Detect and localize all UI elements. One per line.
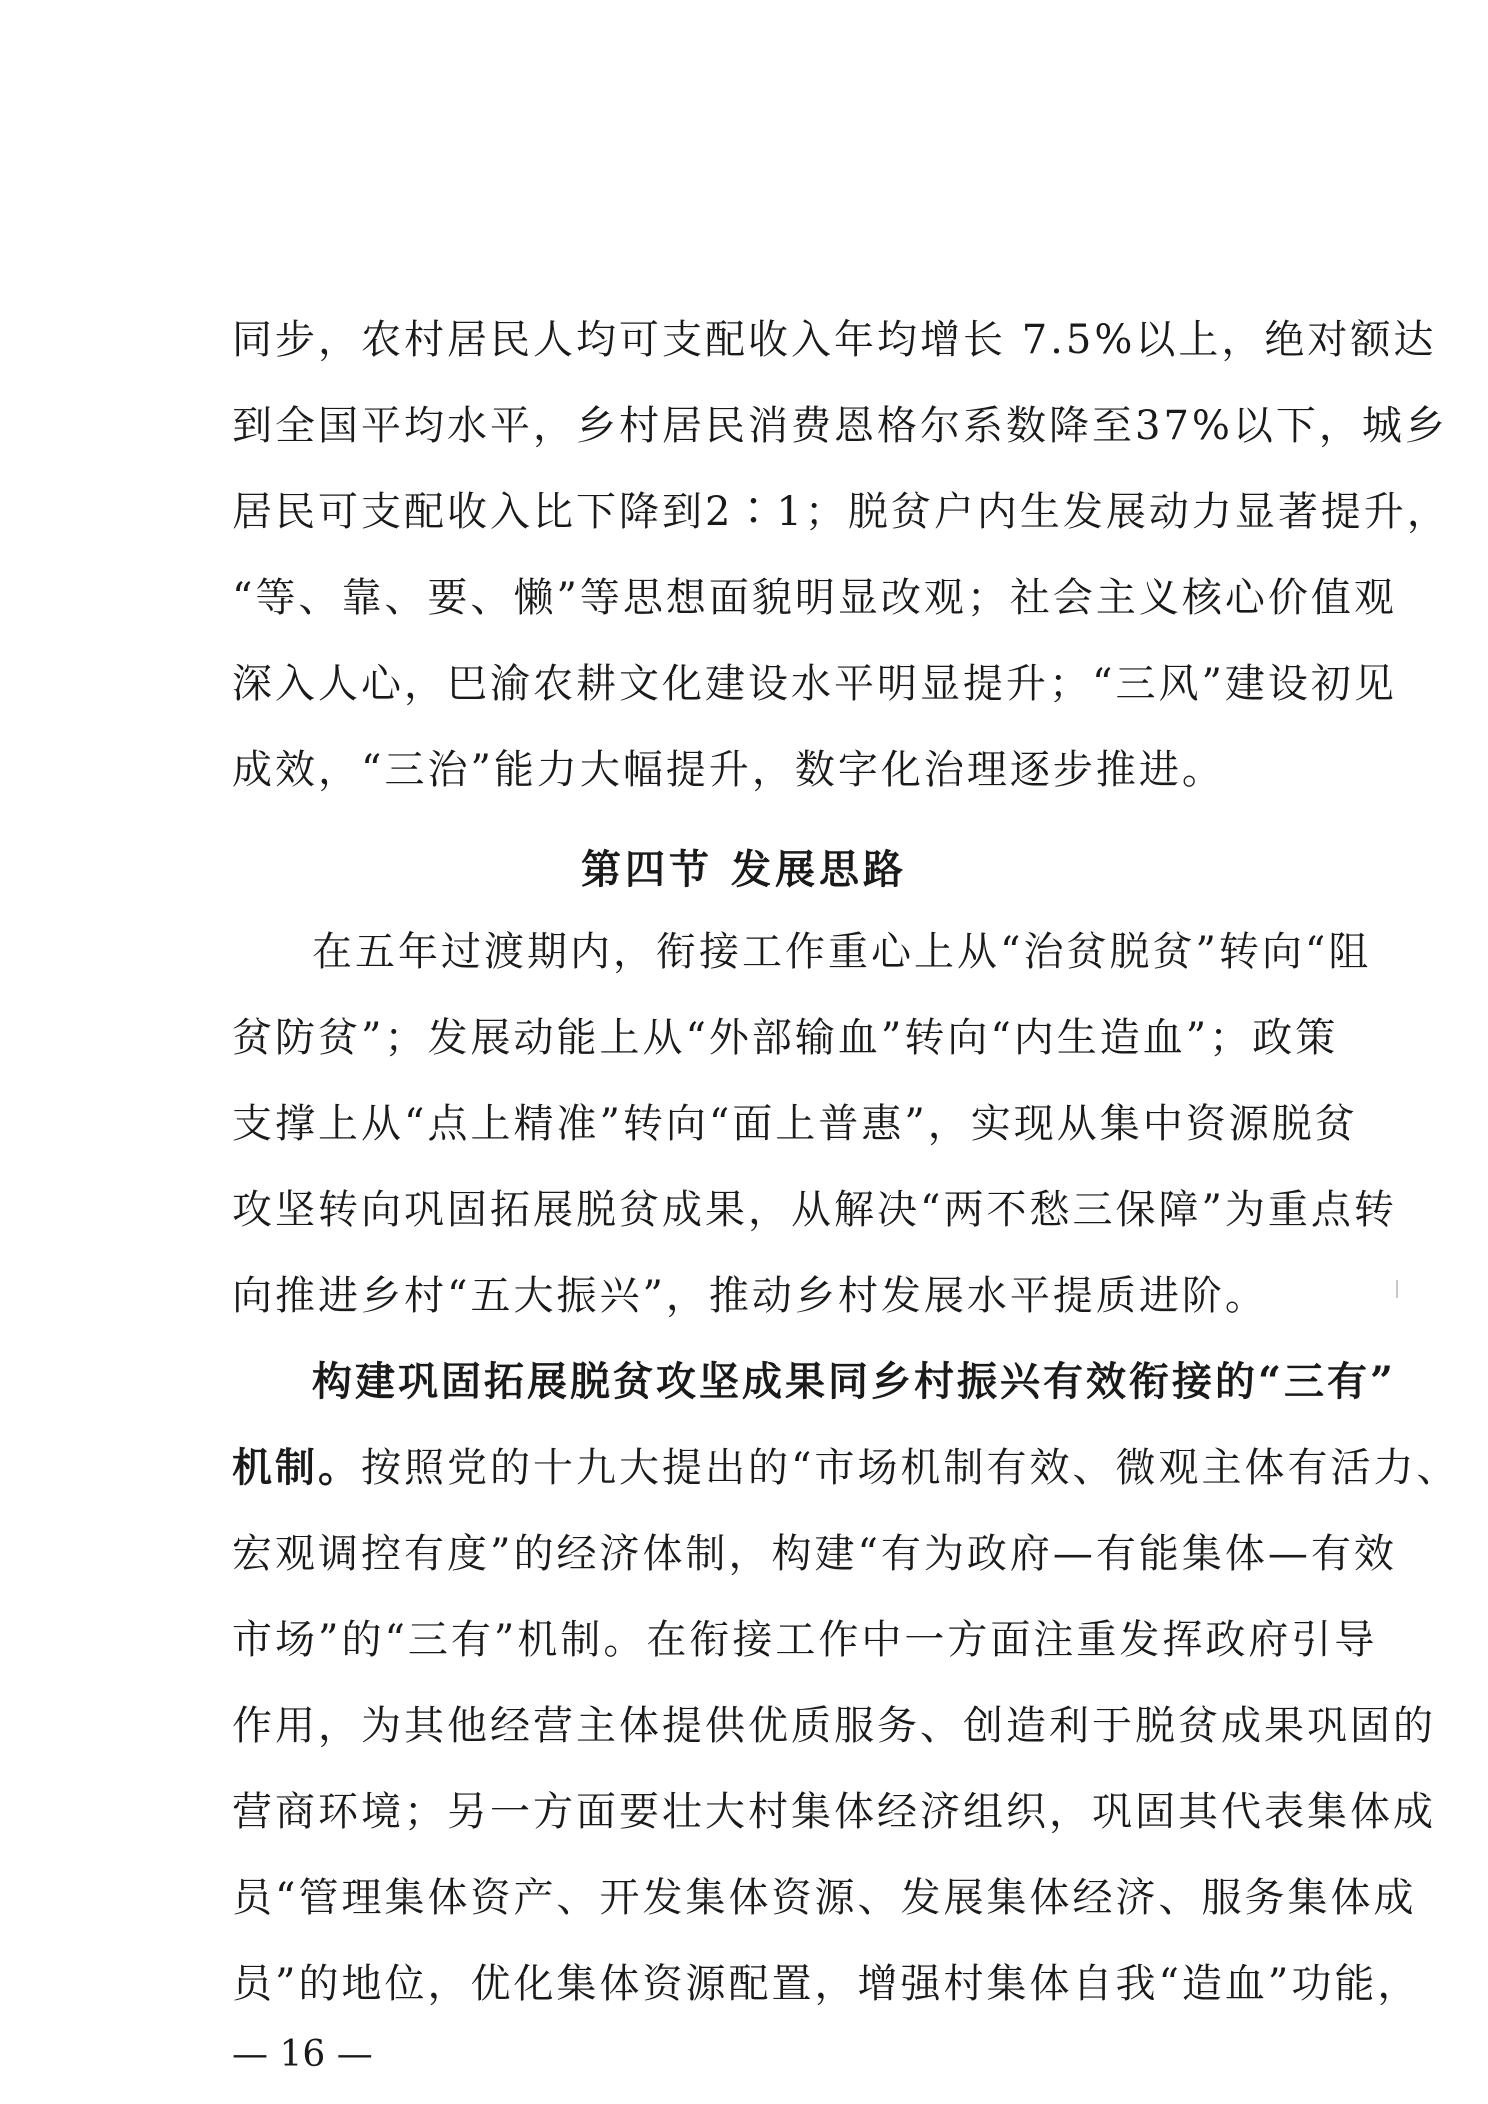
body-text-line: 居民可支配收入比下降到2∶1；脱贫户内生发展动力显著提升，: [232, 489, 1450, 535]
body-text-line: 市场”的“三有”机制。在衔接工作中一方面注重发挥政府引导: [232, 1617, 1378, 1663]
body-text-line: 作用，为其他经营主体提供优质服务、创造利于脱贫成果巩固的: [232, 1703, 1436, 1749]
body-text-line: 成效，“三治”能力大幅提升，数字化治理逐步推进。: [232, 747, 1225, 793]
body-text-line: 到全国平均水平，乡村居民消费恩格尔系数降至37%以下，城乡: [232, 403, 1448, 449]
body-text-span: 按照党的十九大提出的“市场机制有效、微观主体有活力、: [361, 1445, 1460, 1491]
body-text-line: 支撑上从“点上精准”转向“面上普惠”，实现从集中资源脱贫: [232, 1101, 1358, 1147]
body-text-line: 攻坚转向巩固拓展脱贫成果，从解决“两不愁三保障”为重点转: [232, 1187, 1397, 1233]
body-text-line: 同步，农村居民人均可支配收入年均增长 7.5%以上，绝对额达: [232, 317, 1437, 363]
body-text-line: 员“管理集体资产、开发集体资源、发展集体经济、服务集体成: [232, 1875, 1417, 1921]
body-text-line: 贫防贫”；发展动能上从“外部输血”转向“内生造血”；政策: [232, 1015, 1339, 1061]
bold-lead-line: 构建巩固拓展脱贫攻坚成果同乡村振兴有效衔接的“三有”: [312, 1358, 1397, 1405]
body-text-line: 宏观调控有度”的经济体制，构建“有为政府—有能集体—有效: [232, 1531, 1397, 1577]
page-number: — 16 —: [232, 2034, 373, 2075]
body-text-line: 在五年过渡期内，衔接工作重心上从“治贫脱贫”转向“阻: [312, 929, 1372, 975]
body-text-line: “等、靠、要、懒”等思想面貌明显改观；社会主义核心价值观: [232, 575, 1397, 621]
bold-lead-text: 机制。: [232, 1444, 361, 1491]
section-heading: 第四节 发展思路: [581, 846, 907, 893]
body-text-line: 向推进乡村“五大振兴”，推动乡村发展水平提质进阶。: [232, 1273, 1268, 1319]
body-text-line: 员”的地位，优化集体资源配置，增强村集体自我“造血”功能，: [232, 1961, 1421, 2007]
body-text-line: 营商环境；另一方面要壮大村集体经济组织，巩固其代表集体成: [232, 1789, 1436, 1835]
body-text-line: 深入人心，巴渝农耕文化建设水平明显提升；“三风”建设初见: [232, 661, 1397, 707]
scan-mark: [1396, 1280, 1398, 1298]
body-text-line-mixed: [232, 1438, 1460, 1498]
